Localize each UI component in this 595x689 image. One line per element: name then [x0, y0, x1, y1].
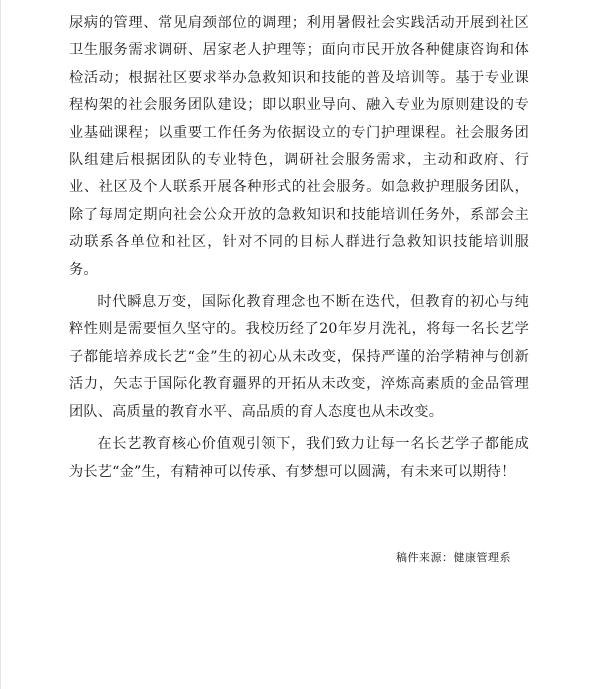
article-source: 稿件来源：健康管理系: [396, 551, 511, 564]
article-paragraph-3: 在长艺教育核心价值观引领下，我们致力让每一名长艺学子都能成为长艺“金”生，有精神可以传承、有梦想可以圆满，有未来可以期待！: [69, 436, 529, 480]
article-paragraph-2: 时代瞬息万变，国际化教育理念也不断在迭代，但教育的初心与纯粹性则是需要恒久坚守的。我校历经了20年岁月洗礼，将每一名长艺学子都能培养成长艺“金”生的初心从未改变，保持严谨的治学精神与创新活力，矢志于国际化教育疆界的开拓从未改变，淬炼高素质的金品管理团队、高质量的教育水平、高品质的育人态度也从未改变。: [69, 294, 529, 420]
article-paragraph-1: 尿病的管理、常见肩颈部位的调理；利用暑假社会实践活动开展到社区卫生服务需求调研、居家老人护理等；面向市民开放各种健康咨询和体检活动；根据社区要求举办急救知识和技能的普及培训等。基于专业课程构架的社会服务团队建设；即以职业导向、融入专业为原则建设的专业基础课程；以重要工作任务为依据设立的专门护理课程。社会服务团队组建后根据团队的专业特色，调研社会服务需求，主动和政府、行业、社区及个人联系开展各种形式的社会服务。如急救护理服务团队，除了每周定期向社会公众开放的急救知识和技能培训任务外，系部会主动联系各单位和社区，针对不同的目标人群进行急救知识技能培训服务。: [69, 15, 529, 278]
article-body: [69, 10, 529, 486]
